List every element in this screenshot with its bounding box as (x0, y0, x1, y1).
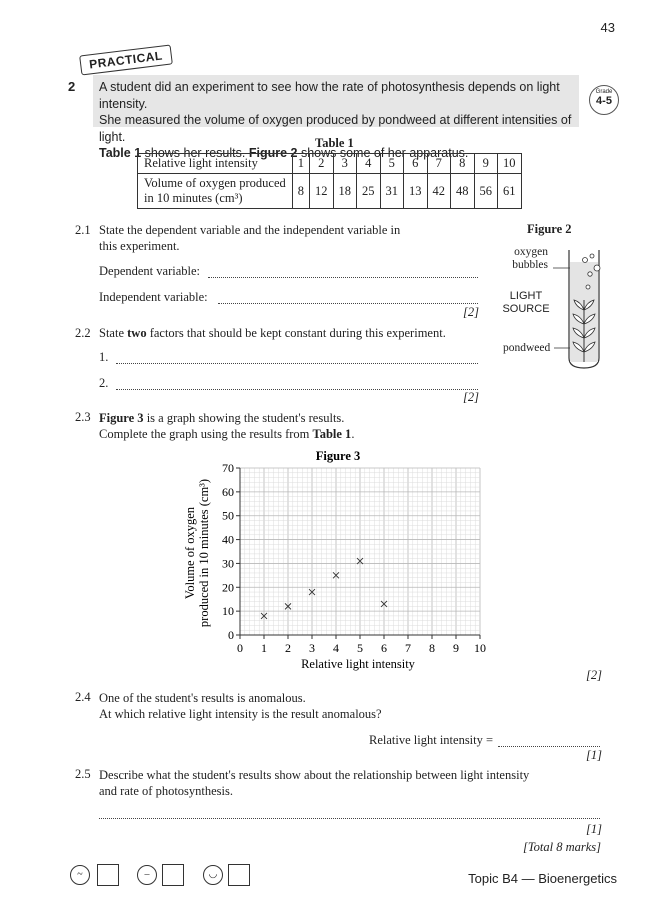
q2-3-number: 2.3 (75, 410, 91, 424)
q2-2-marks: [2] (463, 390, 479, 404)
q2-5-line-1: Describe what the student's results show about the relationship between light intensity (99, 768, 530, 782)
q2-5-text (99, 767, 529, 799)
factor-1-answer-line[interactable] (116, 353, 478, 364)
x-tick-label: 10 (474, 641, 486, 655)
bubble (594, 265, 600, 271)
happy-face-icon: ◡ (203, 865, 223, 885)
results-table (137, 153, 522, 209)
row-header-line-2: in 10 minutes (cm³) (144, 191, 243, 205)
dependent-variable-answer-line[interactable] (208, 267, 478, 278)
q2-3-line-2-pre: Complete the graph using the results from (99, 427, 313, 441)
y-tick-label: 0 (228, 628, 234, 642)
q2-3-marks: [2] (586, 668, 602, 682)
table-cell: 12 (310, 174, 334, 209)
graph-axes (236, 468, 480, 639)
grade-value: 4-5 (596, 95, 612, 107)
table-cell: 7 (427, 154, 451, 174)
independent-variable-answer-line[interactable] (218, 293, 478, 304)
neutral-checkbox[interactable] (162, 864, 184, 886)
question-number: 2 (68, 79, 76, 94)
table-cell: 25 (357, 174, 381, 209)
table-cell: 13 (404, 174, 428, 209)
grade-label: Grade (595, 89, 613, 95)
table-cell: 18 (333, 174, 357, 209)
intro-line-1: A student did an experiment to see how the rate of photosynthesis depends on light intensity. (99, 80, 560, 111)
intro-table-ref: Table 1 (99, 146, 142, 160)
table1-title: Table 1 (315, 136, 354, 150)
q2-1-number: 2.1 (75, 223, 91, 237)
graph-x-label: Relative light intensity (301, 657, 415, 671)
x-tick-label: 8 (429, 641, 435, 655)
q2-3-line-1 (99, 410, 354, 426)
table-cell: 61 (498, 174, 522, 209)
x-tick-label: 3 (309, 641, 315, 655)
q2-1-marks: [2] (463, 305, 479, 319)
neutral-face-icon: – (137, 865, 157, 885)
y-tick-label: 40 (222, 532, 234, 547)
q2-4-number: 2.4 (75, 690, 91, 704)
table-cell: 4 (357, 154, 381, 174)
table-cell: 31 (380, 174, 404, 209)
grade-badge (589, 85, 619, 115)
table-cell: 56 (474, 174, 498, 209)
table-cell: 9 (474, 154, 498, 174)
x-tick-label: 6 (381, 641, 387, 655)
table-cell: 1 (292, 154, 309, 174)
x-tick-label: 4 (333, 641, 339, 655)
x-tick-label: 2 (285, 641, 291, 655)
y-label-line-1: Volume of oxygen (183, 506, 197, 600)
confused-face-icon: ~ (70, 865, 90, 885)
x-tick-label: 5 (357, 641, 363, 655)
q2-3-line-2-post: . (351, 427, 355, 441)
q2-4-text (99, 690, 382, 722)
q2-3-line-1-post: is a graph showing the student's results. (143, 411, 345, 425)
figure3-title: Figure 3 (315, 449, 361, 463)
confused-checkbox[interactable] (97, 864, 119, 886)
table-cell: 8 (292, 174, 309, 209)
y-tick-label: 20 (222, 580, 234, 595)
question-intro (93, 75, 579, 160)
light-text: LIGHT (509, 290, 543, 302)
q2-3-text (99, 410, 354, 442)
oxygen-text: oxygen (514, 246, 548, 258)
bubble (583, 258, 588, 263)
row-header-line-1: Volume of oxygen produced (144, 176, 286, 190)
q2-2-bold: two (127, 326, 147, 340)
y-tick-label: 30 (222, 556, 234, 571)
anomalous-answer-label: Relative light intensity = (369, 733, 494, 747)
q2-5-marks: [1] (586, 822, 602, 836)
bubbles-text: bubbles (512, 259, 548, 271)
table-cell: 5 (380, 154, 404, 174)
q2-4-line-2: At which relative light intensity is the result anomalous? (99, 707, 382, 721)
page-number: 43 (600, 20, 615, 35)
q2-3-table-ref: Table 1 (312, 427, 352, 441)
x-tick-label: 7 (405, 641, 411, 655)
q2-1-line-2: this experiment. (99, 239, 180, 253)
footer-topic: Topic B4 — Bioenergetics (468, 871, 617, 886)
intro-line-2: She measured the volume of oxygen produced by pondweed at different intensities of light. (99, 113, 572, 144)
factor-2-answer-line[interactable] (116, 379, 478, 390)
q2-4-line-1: One of the student's results is anomalous. (99, 691, 306, 705)
q2-4-marks: [1] (586, 748, 602, 762)
bubble (588, 272, 592, 276)
y-label-line-2: produced in 10 minutes (cm³) (197, 478, 211, 628)
graph-y-label (183, 479, 211, 627)
q2-3-line-2 (99, 426, 354, 442)
y-tick-label: 50 (222, 508, 234, 523)
table-cell: 6 (404, 154, 428, 174)
table-row-volume (138, 174, 522, 209)
source-text: SOURCE (502, 303, 550, 315)
figure2-title: Figure 2 (527, 222, 572, 236)
factor-1-label: 1. (99, 350, 109, 364)
bubble (586, 285, 590, 289)
table-cell: 42 (427, 174, 451, 209)
q2-5-line-2: and rate of photosynthesis. (99, 784, 234, 798)
y-tick-label: 60 (222, 484, 234, 499)
practical-label: PRACTICAL (79, 44, 173, 75)
independent-variable-label: Independent variable: (99, 290, 208, 304)
bubble (590, 254, 594, 258)
happy-checkbox[interactable] (228, 864, 250, 886)
q2-1-text (99, 222, 400, 254)
intro-figure-ref: Figure 2 (248, 146, 298, 160)
x-tick-label: 9 (453, 641, 459, 655)
x-tick-label: 1 (261, 641, 267, 655)
table-row-header: Relative light intensity (138, 154, 293, 174)
q2-2-post: factors that should be kept constant during this experiment. (146, 326, 446, 340)
table-row-intensity (138, 154, 522, 174)
figure3-graph (170, 445, 510, 675)
table-cell: 2 (310, 154, 334, 174)
anomalous-answer-line[interactable] (498, 736, 600, 747)
table-row-header (138, 174, 293, 209)
table-cell: 8 (451, 154, 475, 174)
table-cell: 3 (333, 154, 357, 174)
y-tick-label: 10 (222, 604, 234, 619)
graph-points (261, 558, 387, 619)
q2-3-figure-ref: Figure 3 (99, 411, 144, 425)
q2-5-answer-line[interactable] (99, 808, 600, 819)
q2-1-line-1: State the dependent variable and the independent variable in (99, 223, 401, 237)
table-cell: 10 (498, 154, 522, 174)
dependent-variable-label: Dependent variable: (99, 264, 200, 278)
total-marks: [Total 8 marks] (523, 840, 602, 854)
intro-mid: shows her results. (141, 146, 249, 160)
figure2-pondweed-label: pondweed (503, 342, 551, 354)
table-cell: 48 (451, 174, 475, 209)
apparatus-diagram (540, 240, 620, 375)
intro-end: shows some of her apparatus. (297, 146, 469, 160)
q2-2-pre: State (99, 326, 128, 340)
y-tick-label: 70 (222, 461, 234, 475)
graph-grid (240, 468, 480, 635)
q2-2-number: 2.2 (75, 326, 91, 340)
factor-2-label: 2. (99, 376, 109, 390)
x-tick-label: 0 (237, 641, 243, 655)
q2-5-number: 2.5 (75, 767, 91, 781)
q2-2-text (99, 326, 446, 341)
